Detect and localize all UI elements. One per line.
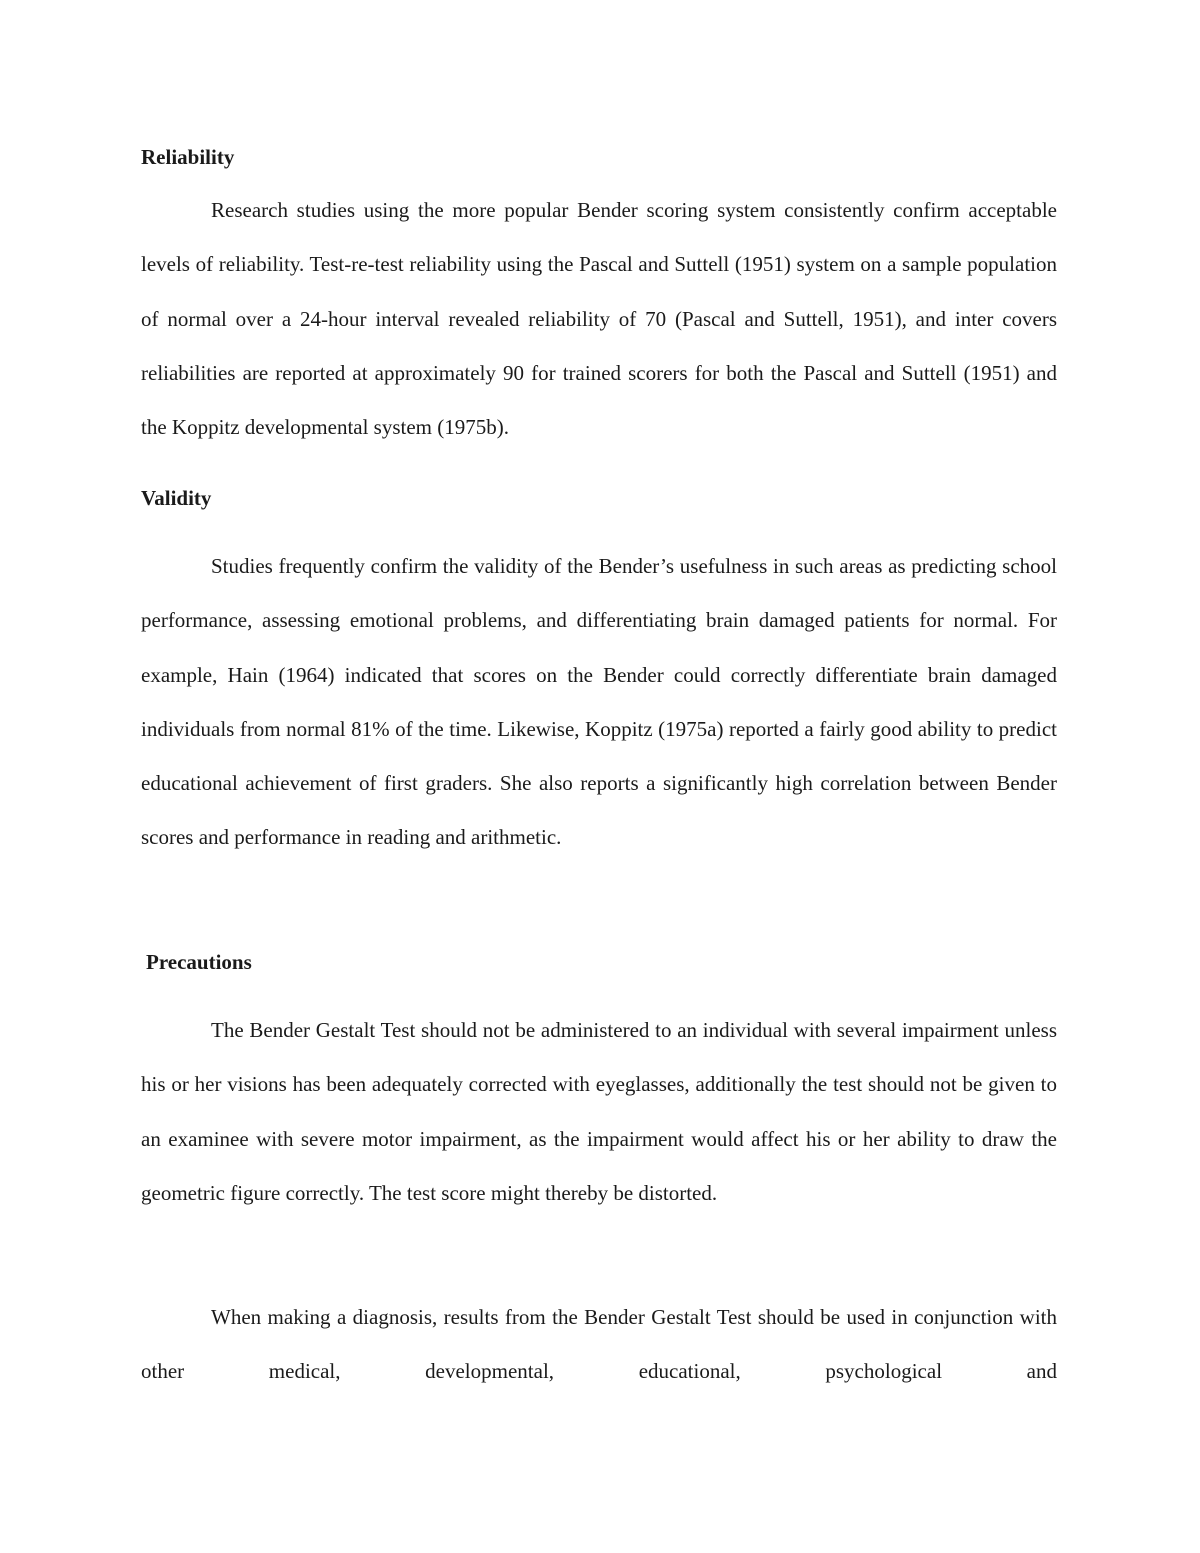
paragraph-validity: Studies frequently confirm the validity of the Bender’s usefulness in such areas as predicting school performance, assessing emotional problems, and differentiating brain damaged patients for normal. For example, Hain (1964) indicated that scores on the Bender could correctly differentiate brain damaged individuals from normal 81% of the time. Likewise, Koppitz (1975a) reported a fairly good ability to predict educational achievement of first graders. She also reports a significantly high correlation between Bender scores and performance in reading and arithmetic. bbox=[141, 554, 1057, 850]
paragraph-reliability: Research studies using the more popular Bender scoring system consistently confirm acceptable levels of reliability. Test-re-test reliability using the Pascal and Suttell (1951) system on a sample population of normal over a 24-hour interval revealed reliability of 70 (Pascal and Suttell, 1951), and inter covers reliabilities are reported at approximately 90 for trained scorers for both the Pascal and Suttell (1951) and the Koppitz developmental system (1975b). bbox=[141, 198, 1057, 440]
paragraph-precautions-1: The Bender Gestalt Test should not be administered to an individual with several impairment unless his or her visions has been adequately corrected with eyeglasses, additionally the test should not be given to an examinee with severe motor impairment, as the impairment would affect his or her ability to draw the geometric figure correctly. The test score might thereby be distorted. bbox=[141, 1018, 1057, 1205]
heading-reliability: Reliability bbox=[141, 145, 235, 169]
heading-validity: Validity bbox=[141, 486, 212, 510]
heading-precautions: Precautions bbox=[146, 950, 252, 974]
paragraph-precautions-2: When making a diagnosis, results from the Bender Gestalt Test should be used in conjunction with other medical, developmental, educational, psychological and bbox=[141, 1305, 1057, 1384]
